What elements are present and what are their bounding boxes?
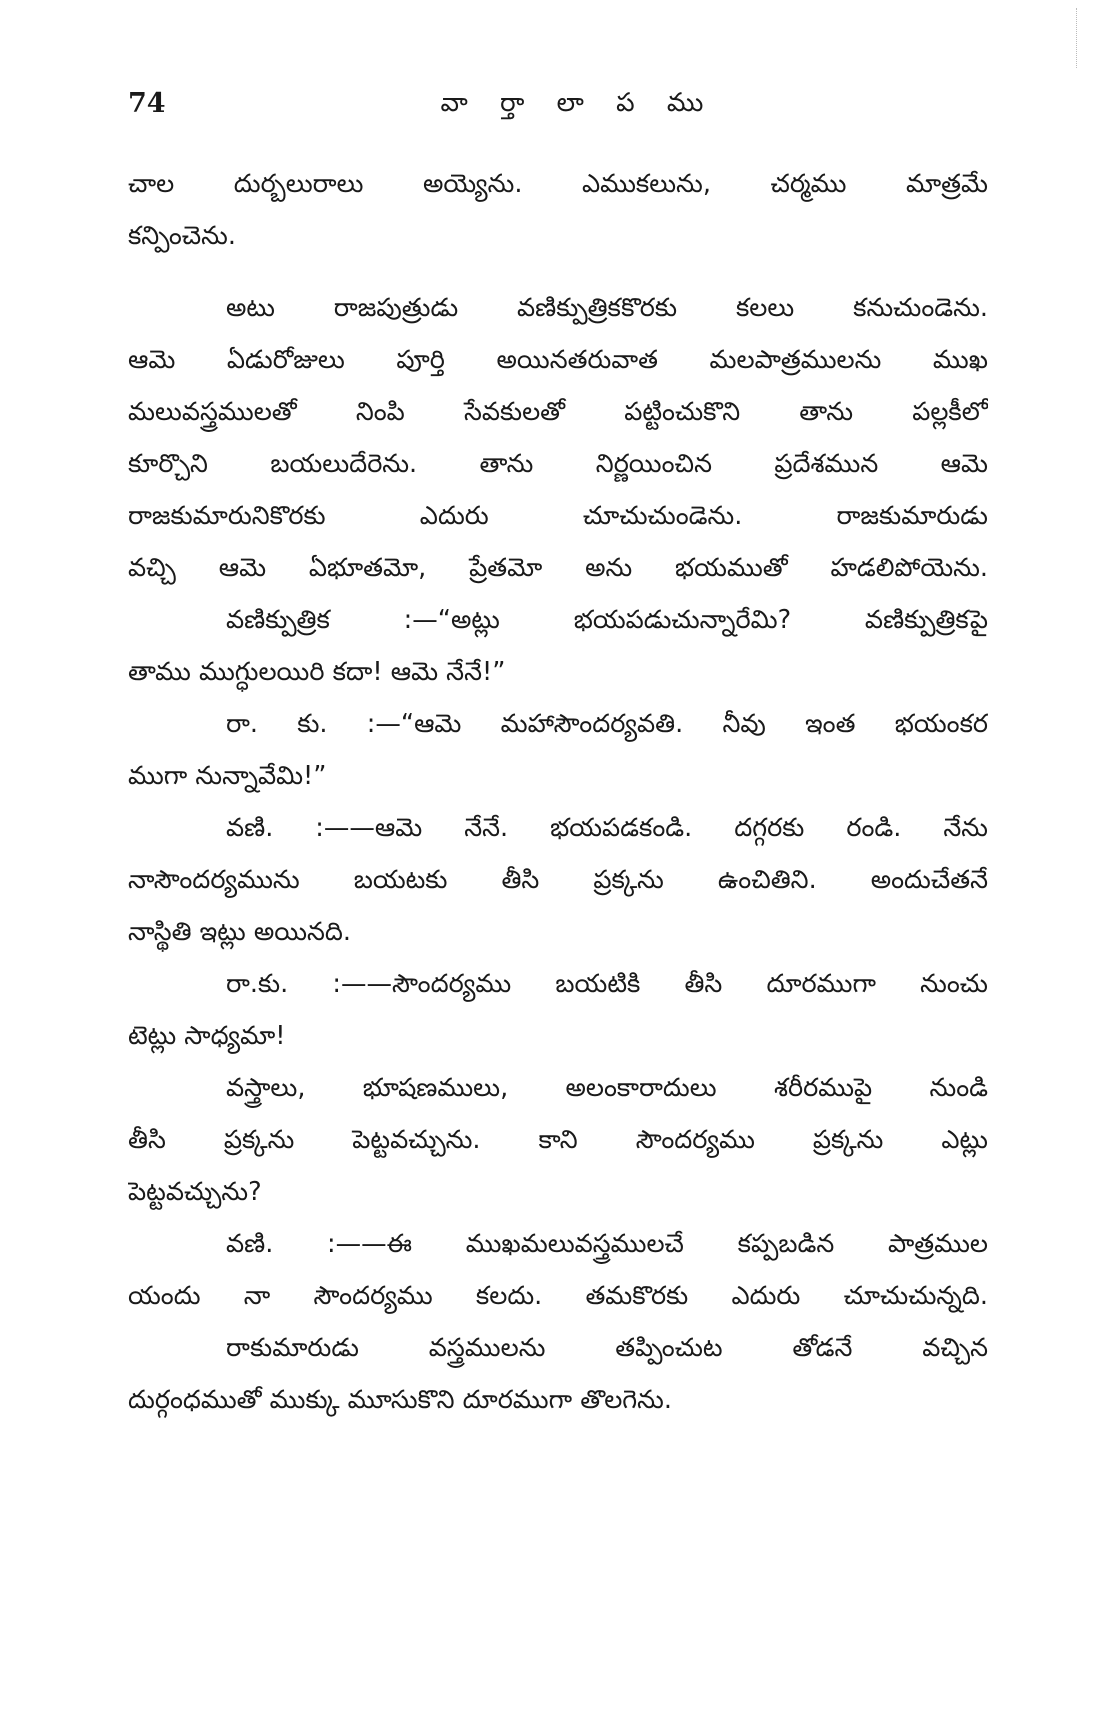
text-line: వస్త్రాలు, భూషణములు, అలంకారాదులు శరీరముపై నుండి	[226, 1073, 988, 1103]
text-line: టెట్లు సాధ్యమా!	[128, 1021, 286, 1051]
text-line: కన్పించెను.	[128, 221, 236, 251]
text-line: రాకుమారుడు వస్త్రములను తప్పించుట తోడనే వచ్చిన	[226, 1333, 988, 1363]
running-title: వా ర్తా లా ప ము	[440, 88, 716, 118]
text-line: వణిక్పుత్రిక :—“అట్లు భయపడుచున్నారేమి? వణిక్పుత్రికపై	[226, 605, 988, 635]
text-line: వణి. :——ఆమె నేనే. భయపడకండి. దగ్గరకు రండి. నేను	[226, 813, 988, 843]
text-line: దుర్గంధముతో ముక్కు మూసుకొని దూరముగా తొలగెను.	[128, 1385, 672, 1415]
text-line: నాసౌందర్యమును బయటకు తీసి ప్రక్కను ఉంచితిని. అందుచేతనే	[128, 865, 988, 895]
text-line: తీసి ప్రక్కను పెట్టవచ్చును. కాని సౌందర్యము ప్రక్కను ఎట్లు	[128, 1125, 988, 1155]
text-line: యందు నా సౌందర్యము కలదు. తమకొరకు ఎదురు చూచుచున్నది.	[128, 1281, 988, 1311]
text-line: ముగా నున్నావేమి!”	[128, 761, 327, 791]
text-line: ఆమె ఏడురోజులు పూర్తి అయినతరువాత మలపాత్రములను ముఖ	[128, 345, 988, 375]
text-line: వచ్చి ఆమె ఏభూతమో, ప్రేతమో అను భయముతో హడలిపోయెను.	[128, 553, 988, 583]
text-line: మలువస్త్రములతో నింపి సేవకులతో పట్టించుకొని తాను పల్లకీలో	[128, 397, 988, 427]
page-header	[128, 88, 988, 128]
text-line: చాల దుర్బలురాలు అయ్యెను. ఎముకలును, చర్మము మాత్రమే	[128, 169, 988, 199]
body-text	[128, 158, 988, 1426]
page-number: 74	[128, 88, 166, 119]
text-line: వణి. :——ఈ ముఖమలువస్త్రములచే కప్పబడిన పాత్రముల	[226, 1229, 988, 1259]
margin-rule	[1076, 8, 1078, 68]
text-line: రాజకుమారునికొరకు ఎదురు చూచుచుండెను. రాజకుమారుడు	[128, 501, 988, 531]
text-line: రా.కు. :——సౌందర్యము బయటికి తీసి దూరముగా నుంచు	[226, 969, 988, 999]
text-line: కూర్చొని బయలుదేరెను. తాను నిర్ణయించిన ప్రదేశమున ఆమె	[128, 449, 988, 479]
text-line: నాస్థితి ఇట్లు అయినది.	[128, 917, 352, 947]
text-line: పెట్టవచ్చును?	[128, 1177, 262, 1207]
text-line: తాము ముగ్ధులయిరి కదా! ఆమె నేనే!”	[128, 657, 506, 687]
text-line: రా. కు. :—“ఆమె మహాసౌందర్యవతి. నీవు ఇంత భయంకర	[226, 709, 988, 739]
text-line: అటు రాజపుత్రుడు వణిక్పుత్రికకొరకు కలలు కనుచుండెను.	[226, 293, 988, 323]
